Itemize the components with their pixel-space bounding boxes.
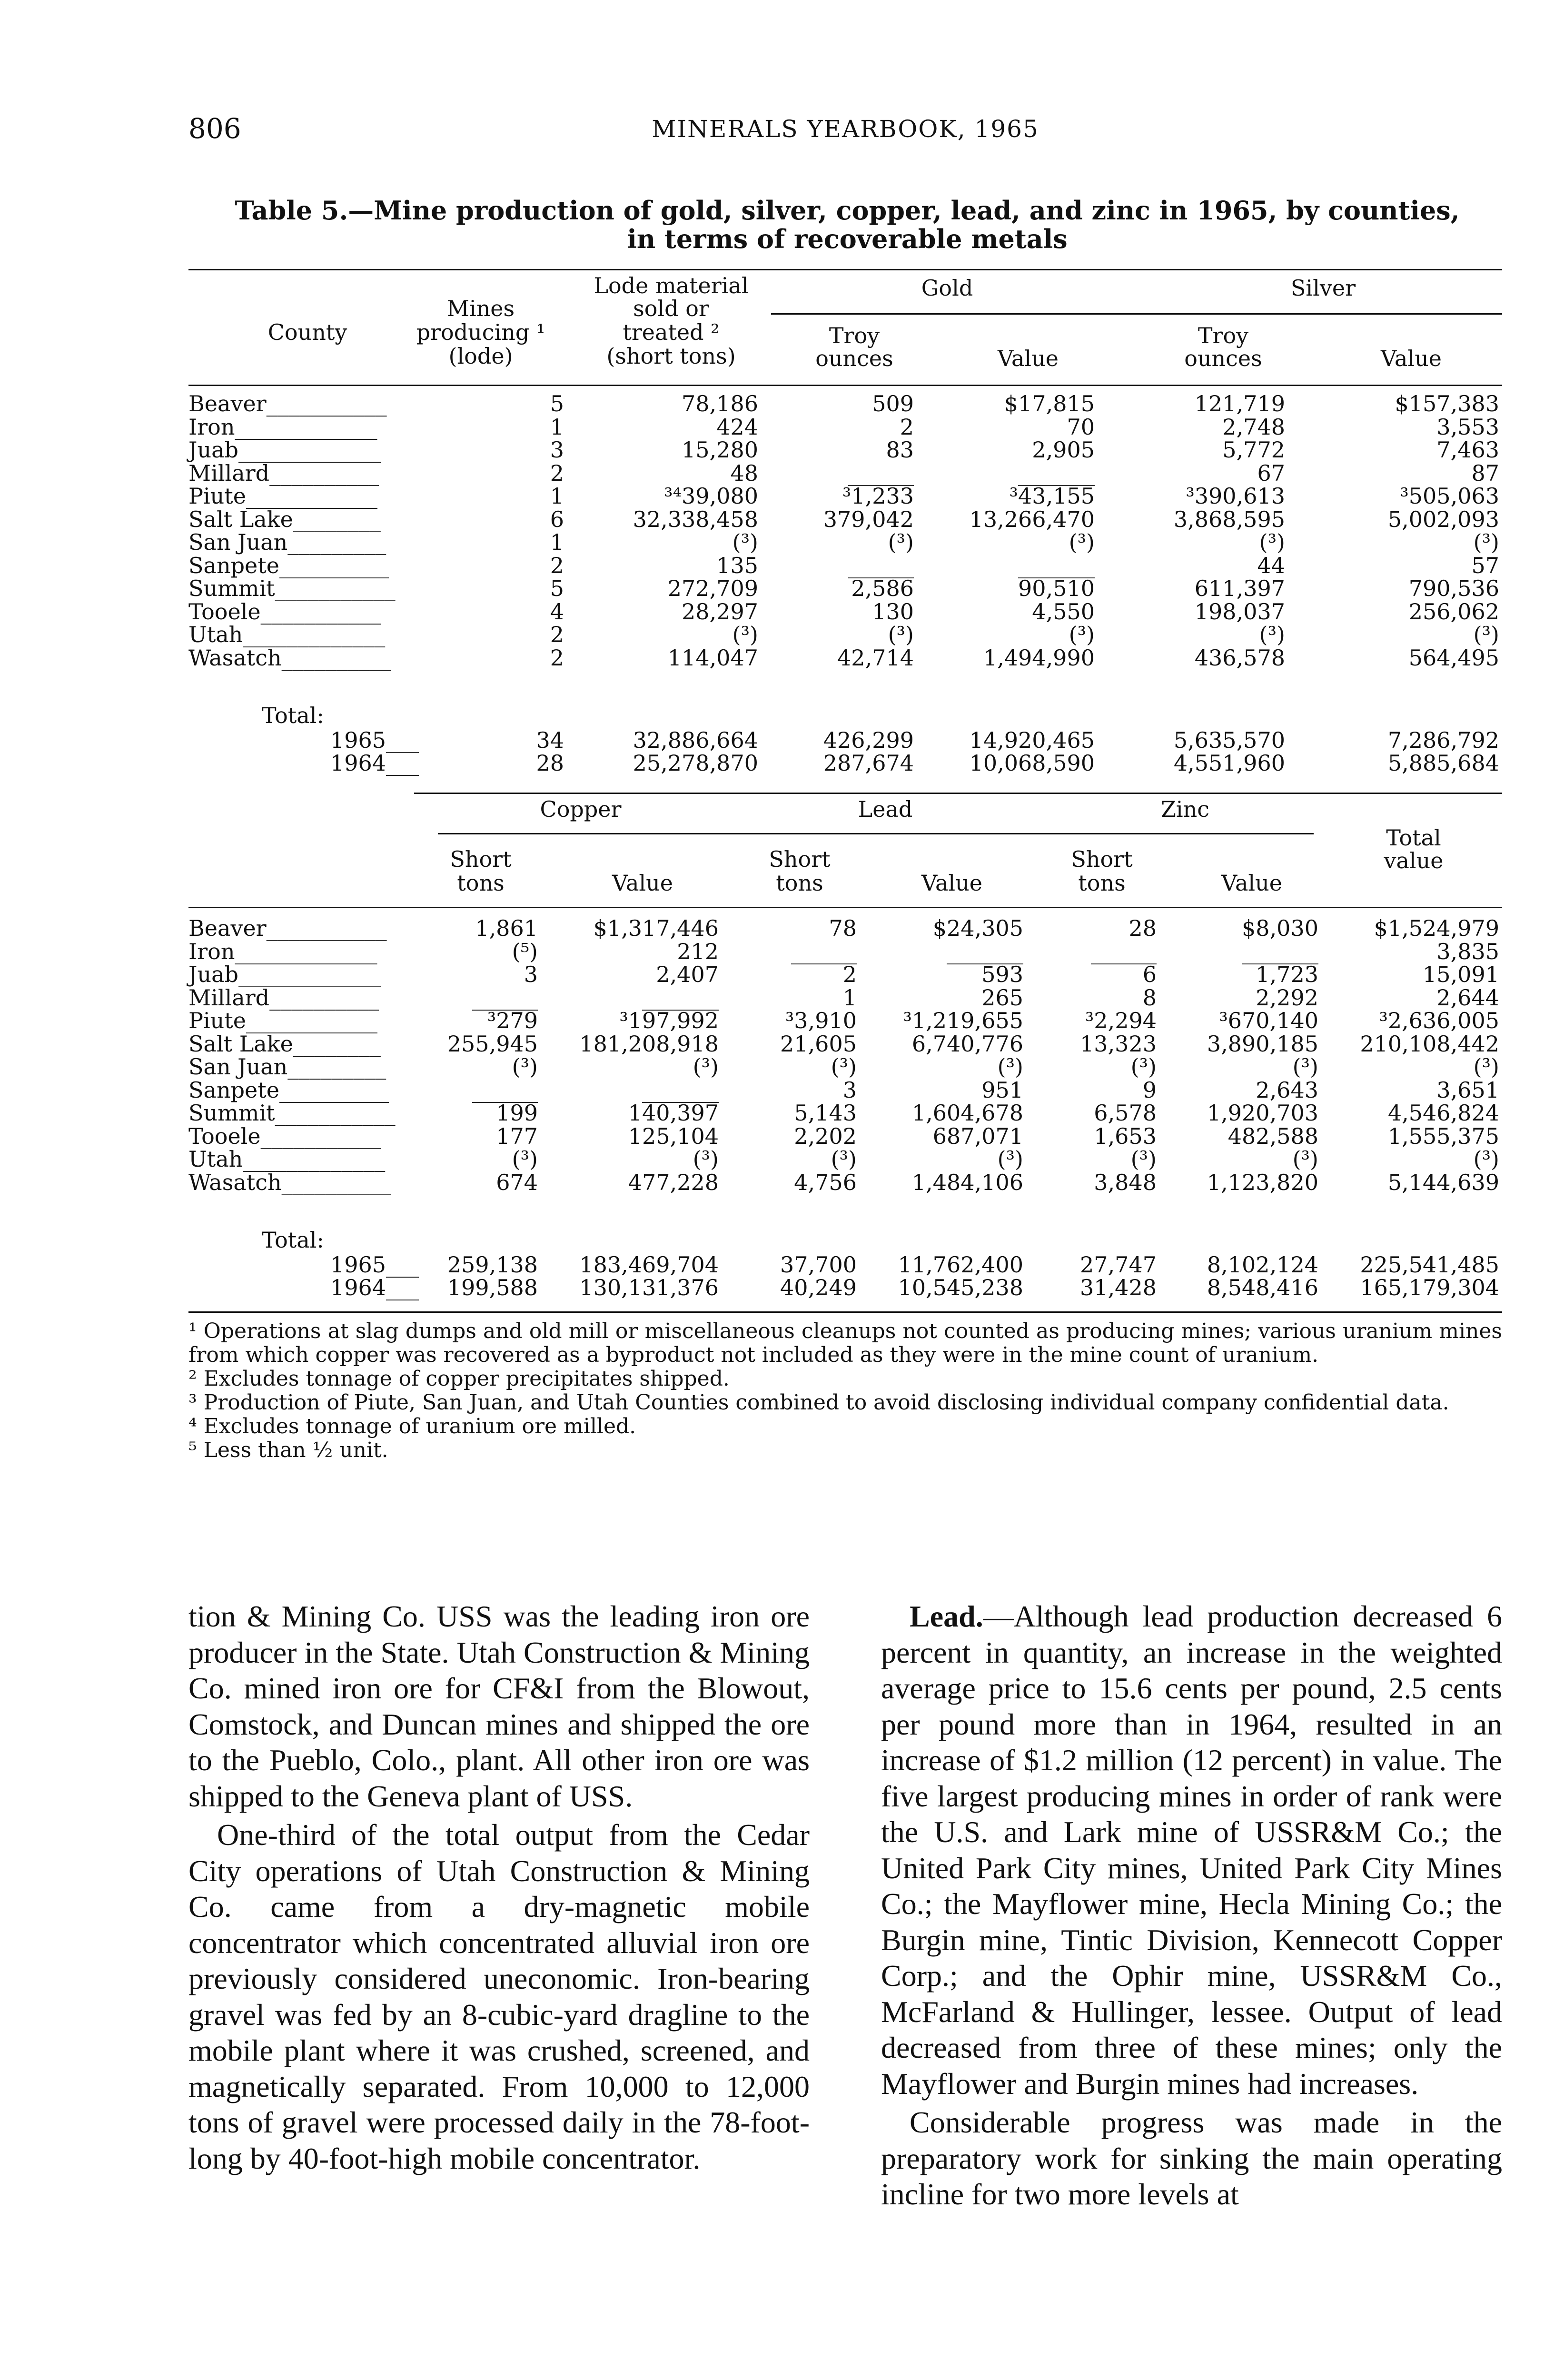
p1-row-3-gold-oz: ______: [848, 460, 914, 486]
p2-row-11-zn-v: 1,123,820: [1207, 1169, 1318, 1195]
p1-row-5-silver-oz: 3,868,595: [1173, 506, 1285, 532]
footnote-3: ³ Production of Piute, San Juan, and Utah Counties combined to avoid disclosing individual company confidential data.: [188, 1390, 1449, 1415]
header-copper: Copper: [540, 796, 622, 822]
header-zn-value: Value: [1221, 870, 1282, 896]
p2-total-1-zn-t: 31,428: [1080, 1275, 1157, 1300]
header-silver-oz-1: Troy: [1198, 323, 1249, 348]
header-mines-1: Mines: [446, 296, 515, 321]
table-bottom-rule: [188, 1311, 1502, 1313]
p1-row-1-silver-oz: 2,748: [1222, 414, 1285, 440]
p2-row-0-total: $1,524,979: [1374, 915, 1499, 941]
p1-row-5-mines: 6: [550, 506, 564, 532]
p1-total-1-gold-val: 10,068,590: [969, 750, 1095, 776]
p1-row-1-gold-oz: 2: [900, 414, 914, 440]
p1-row-3-gold-val: _______: [1018, 460, 1095, 486]
header-cu-tons-1: Short: [450, 846, 512, 872]
p1-row-9-silver-val: 256,062: [1408, 598, 1499, 625]
header-silver-oz-2: ounces: [1184, 346, 1262, 371]
p1-row-9-lode: 28,297: [682, 598, 758, 625]
p1-row-11-silver-oz: 436,578: [1194, 645, 1285, 671]
p1-row-4-county: Piute____________: [188, 483, 377, 509]
p2-row-5-county: Salt Lake________: [188, 1031, 381, 1057]
p1-total-1-year: 1964___: [330, 750, 419, 776]
p2-row-3-cu-t: ______: [472, 984, 538, 1011]
lead-section-heading: Lead.: [910, 1599, 983, 1633]
p2-row-8-zn-t: 6,578: [1094, 1100, 1157, 1126]
p1-row-5-lode: 32,338,458: [633, 506, 758, 532]
p2-row-7-cu-v: _______: [642, 1077, 719, 1103]
p1-row-7-lode: 135: [716, 552, 758, 578]
p1-row-8-gold-oz: 2,586: [851, 575, 914, 601]
p2-row-8-pb-v: 1,604,678: [911, 1100, 1023, 1126]
p2-total-0-zn-v: 8,102,124: [1207, 1252, 1318, 1278]
header-total-value-2: value: [1384, 848, 1444, 873]
header-zn-tons-1: Short: [1071, 846, 1133, 872]
p1-row-7-gold-val: _______: [1018, 552, 1095, 578]
p1-row-6-silver-oz: (³): [1259, 529, 1285, 555]
p1-row-9-county: Tooele___________: [188, 598, 381, 625]
table-title-line-2: in terms of recoverable metals: [627, 224, 1068, 254]
p1-total-0-silver-oz: 5,635,570: [1173, 727, 1285, 753]
p2-row-6-county: San Juan_________: [188, 1054, 386, 1080]
p2-row-5-pb-t: 21,605: [780, 1031, 857, 1057]
p2-total-0-pb-t: 37,700: [780, 1252, 857, 1278]
header-pb-value: Value: [921, 870, 982, 896]
p1-row-0-gold-oz: 509: [872, 391, 914, 416]
p1-row-6-mines: 1: [550, 529, 564, 555]
p1-row-10-silver-oz: (³): [1259, 622, 1285, 647]
p2-row-6-cu-v: (³): [693, 1054, 719, 1080]
header-gold-value: Value: [998, 346, 1059, 371]
p2-row-6-pb-t: (³): [831, 1054, 857, 1080]
header-pb-tons-2: tons: [776, 870, 823, 896]
p2-row-7-pb-v: 951: [981, 1077, 1023, 1103]
p2-row-1-pb-t: ______: [791, 938, 857, 964]
p2-row-2-pb-v: 593: [981, 962, 1023, 987]
header-lode-2: sold or: [633, 296, 709, 321]
p1-row-7-silver-val: 57: [1471, 552, 1499, 578]
p1-row-8-county: Summit___________: [188, 575, 396, 601]
p2-row-4-county: Piute____________: [188, 1008, 377, 1033]
p1-row-11-mines: 2: [550, 645, 564, 671]
p2-row-7-pb-t: 3: [842, 1077, 857, 1103]
right-paragraph-1: [881, 1598, 1502, 2102]
part2-group-rule: [438, 833, 1314, 834]
p1-row-0-silver-val: $157,383: [1395, 391, 1499, 416]
p2-row-3-county: Millard__________: [188, 984, 379, 1011]
p1-row-0-gold-val: $17,815: [1004, 391, 1095, 416]
page-number: 806: [188, 112, 241, 145]
p2-row-6-pb-v: (³): [997, 1054, 1023, 1080]
p1-row-10-gold-oz: (³): [888, 622, 914, 647]
p1-row-2-mines: 3: [550, 437, 564, 463]
p1-row-8-mines: 5: [550, 575, 564, 601]
body-right-column: [881, 1598, 1502, 2215]
p1-row-8-silver-val: 790,536: [1408, 575, 1499, 601]
p1-row-4-silver-oz: ³390,613: [1186, 483, 1285, 509]
p1-row-6-gold-val: (³): [1069, 529, 1095, 555]
p2-row-2-county: Juab_____________: [188, 962, 381, 987]
p2-total-0-cu-t: 259,138: [447, 1252, 538, 1278]
p1-total-0-mines: 34: [536, 727, 564, 753]
p2-total-1-pb-t: 40,249: [780, 1275, 857, 1300]
p1-row-9-silver-oz: 198,037: [1194, 598, 1285, 625]
p2-row-2-pb-t: 2: [842, 962, 857, 987]
p1-total-label: Total:: [262, 703, 324, 728]
p2-total-0-year: 1965___: [330, 1252, 419, 1278]
header-gold-oz-2: ounces: [815, 346, 893, 371]
p1-row-2-silver-oz: 5,772: [1222, 437, 1285, 463]
header-bottom-rule: [188, 385, 1502, 386]
p2-row-3-zn-t: 8: [1142, 984, 1157, 1011]
header-lead: Lead: [858, 796, 913, 822]
p2-row-10-county: Utah_____________: [188, 1146, 386, 1172]
p2-row-5-cu-t: 255,945: [447, 1031, 538, 1057]
p2-row-5-cu-v: 181,208,918: [579, 1031, 719, 1057]
p2-total-1-pb-v: 10,545,238: [898, 1275, 1023, 1300]
p2-row-6-total: (³): [1473, 1054, 1499, 1080]
p2-row-11-zn-t: 3,848: [1094, 1169, 1157, 1195]
p1-row-9-mines: 4: [550, 598, 564, 625]
p1-row-3-silver-oz: 67: [1257, 460, 1285, 486]
p2-row-7-county: Sanpete__________: [188, 1077, 389, 1103]
p2-row-11-pb-t: 4,756: [794, 1169, 857, 1195]
p1-row-6-county: San Juan_________: [188, 529, 386, 555]
p1-row-5-gold-val: 13,266,470: [969, 506, 1095, 532]
p1-row-8-lode: 272,709: [667, 575, 758, 601]
p1-row-2-county: Juab_____________: [188, 437, 381, 463]
page-header: [188, 112, 1502, 150]
header-gold: Gold: [921, 275, 973, 301]
p2-row-0-county: Beaver___________: [188, 915, 387, 941]
header-pb-tons-1: Short: [769, 846, 831, 872]
p1-row-11-gold-oz: 42,714: [837, 645, 914, 671]
p1-row-6-silver-val: (³): [1473, 529, 1499, 555]
p2-row-11-total: 5,144,639: [1387, 1169, 1499, 1195]
p2-row-7-cu-t: ______: [472, 1077, 538, 1103]
p1-total-1-lode: 25,278,870: [633, 750, 758, 776]
p2-row-4-pb-v: ³1,219,655: [903, 1008, 1023, 1033]
p1-row-2-silver-val: 7,463: [1436, 437, 1499, 463]
header-silver: Silver: [1290, 275, 1356, 301]
p2-row-9-cu-t: 177: [496, 1123, 538, 1149]
p2-total-1-cu-v: 130,131,376: [579, 1275, 719, 1300]
footnote-4: ⁴ Excludes tonnage of uranium ore milled.: [188, 1414, 636, 1438]
header-gold-oz-1: Troy: [829, 323, 880, 348]
p2-row-9-county: Tooele___________: [188, 1123, 381, 1149]
p2-row-4-pb-t: ³3,910: [785, 1008, 857, 1033]
p2-row-8-total: 4,546,824: [1387, 1100, 1499, 1126]
p2-row-2-total: 15,091: [1423, 962, 1499, 987]
p2-row-4-cu-t: ³279: [487, 1008, 538, 1033]
p2-row-8-cu-t: 199: [496, 1100, 538, 1126]
p1-total-0-lode: 32,886,664: [633, 727, 758, 753]
p2-row-0-cu-t: 1,861: [475, 915, 538, 941]
p2-row-0-pb-v: $24,305: [932, 915, 1023, 941]
header-cu-value: Value: [612, 870, 673, 896]
p2-row-9-pb-v: 687,071: [932, 1123, 1023, 1149]
p2-row-4-zn-v: ³670,140: [1219, 1008, 1318, 1033]
p2-row-10-zn-v: (³): [1292, 1146, 1318, 1172]
p2-row-10-zn-t: (³): [1130, 1146, 1157, 1172]
p2-row-11-cu-v: 477,228: [628, 1169, 719, 1195]
header-total-value-1: Total: [1386, 825, 1441, 851]
p2-row-10-total: (³): [1473, 1146, 1499, 1172]
p1-row-4-silver-val: ³505,063: [1400, 483, 1499, 509]
p1-row-1-silver-val: 3,553: [1436, 414, 1499, 440]
footnotes: [188, 1319, 1502, 1462]
footnote-1: ¹ Operations at slag dumps and old mill or miscellaneous cleanups not counted as producing mines; various uranium mines from which copper was recovered as a byproduct not included as they were in the mine count of uranium.: [188, 1319, 1502, 1367]
p2-row-1-zn-t: ______: [1091, 938, 1157, 964]
p1-total-1-mines: 28: [536, 750, 564, 776]
p1-row-2-gold-oz: 83: [886, 437, 914, 463]
p1-row-8-silver-oz: 611,397: [1194, 575, 1285, 601]
p2-row-11-pb-v: 1,484,106: [911, 1169, 1023, 1195]
header-mines-3: (lode): [448, 343, 513, 369]
p2-row-0-zn-v: $8,030: [1242, 915, 1318, 941]
footnote-5: ⁵ Less than ½ unit.: [188, 1438, 388, 1462]
p2-row-7-total: 3,651: [1436, 1077, 1499, 1103]
header-zn-tons-2: tons: [1078, 870, 1126, 896]
part2-top-rule: [414, 793, 1502, 794]
p2-row-10-cu-t: (³): [512, 1146, 538, 1172]
p1-row-3-mines: 2: [550, 460, 564, 486]
p1-row-0-silver-oz: 121,719: [1194, 391, 1285, 416]
p2-total-1-cu-t: 199,588: [447, 1275, 538, 1300]
p1-row-4-gold-oz: ³1,233: [842, 483, 914, 509]
p1-row-4-mines: 1: [550, 483, 564, 509]
p1-row-8-gold-val: 90,510: [1018, 575, 1095, 601]
p2-total-1-year: 1964___: [330, 1275, 419, 1300]
right-paragraph-2: Considerable progress was made in the preparatory work for sinking the main operating incline for two more levels at: [881, 2105, 1502, 2211]
p2-row-3-pb-v: 265: [981, 984, 1023, 1011]
p2-row-9-total: 1,555,375: [1387, 1123, 1499, 1149]
p1-row-10-lode: (³): [732, 622, 758, 647]
p2-row-2-zn-t: 6: [1142, 962, 1157, 987]
p2-row-3-zn-v: 2,292: [1256, 984, 1318, 1011]
p2-row-1-total: 3,835: [1436, 938, 1499, 964]
p2-total-0-zn-t: 27,747: [1080, 1252, 1157, 1278]
p1-row-9-gold-val: 4,550: [1032, 598, 1095, 625]
header-zinc: Zinc: [1160, 796, 1210, 822]
p1-row-1-mines: 1: [550, 414, 564, 440]
lead-section-text: —Although lead production decreased 6 percent in quantity, an increase in the weighted average price to 15.6 cents per pound, 2.5 cents per pound more than in 1964, resulted in an increase of $1.2 million (12 percent) in value. The five largest producing mines in order of rank were the U.S. and Lark mine of USSR&M Co.; the United Park City mines, United Park City Mines Co.; the Mayflower mine, Hecla Mining Co.; the Burgin mine, Tintic Division, Kennecott Copper Corp.; and the Ophir mine, USSR&M Co., McFarland & Hullinger, lessee. Output of lead decreased from three of these mines; only the Mayflower and Burgin mines had increases.: [881, 1599, 1502, 2101]
p2-row-0-pb-t: 78: [829, 915, 857, 941]
p2-row-3-pb-t: 1: [842, 984, 857, 1011]
p2-row-4-cu-v: ³197,992: [619, 1008, 719, 1033]
p2-row-3-total: 2,644: [1436, 984, 1499, 1011]
p1-row-7-gold-oz: ______: [848, 552, 914, 578]
p2-row-6-zn-t: (³): [1130, 1054, 1157, 1080]
p2-row-8-zn-v: 1,920,703: [1207, 1100, 1318, 1126]
p2-row-7-zn-t: 9: [1142, 1077, 1157, 1103]
p2-row-4-zn-t: ³2,294: [1085, 1008, 1157, 1033]
p1-row-1-lode: 424: [716, 414, 758, 440]
p2-total-0-pb-v: 11,762,400: [898, 1252, 1023, 1278]
running-head: MINERALS YEARBOOK, 1965: [652, 115, 1039, 143]
p1-row-1-gold-val: 70: [1067, 414, 1095, 440]
p1-row-1-county: Iron_____________: [188, 414, 377, 440]
p1-row-10-county: Utah_____________: [188, 622, 386, 647]
p1-row-2-gold-val: 2,905: [1032, 437, 1095, 463]
p2-row-11-county: Wasatch__________: [188, 1169, 391, 1195]
p1-row-5-county: Salt Lake________: [188, 506, 381, 532]
p1-row-0-county: Beaver___________: [188, 391, 387, 416]
body-left-column: [188, 1598, 810, 2179]
p1-row-7-mines: 2: [550, 552, 564, 578]
p2-row-1-zn-v: _______: [1242, 938, 1318, 964]
p2-row-6-zn-v: (³): [1292, 1054, 1318, 1080]
p2-total-1-zn-v: 8,548,416: [1207, 1275, 1318, 1300]
p1-row-3-lode: 48: [730, 460, 758, 486]
p1-total-0-silver-val: 7,286,792: [1387, 727, 1499, 753]
p1-row-6-gold-oz: (³): [888, 529, 914, 555]
p2-row-10-cu-v: (³): [693, 1146, 719, 1172]
footnote-2: ² Excludes tonnage of copper precipitates shipped.: [188, 1367, 730, 1391]
p1-row-0-lode: 78,186: [682, 391, 758, 416]
p1-row-10-mines: 2: [550, 622, 564, 647]
header-group-rule: [771, 313, 1502, 315]
p1-total-1-silver-val: 5,885,684: [1387, 750, 1499, 776]
p2-row-6-cu-t: (³): [512, 1054, 538, 1080]
p1-row-11-silver-val: 564,495: [1408, 645, 1499, 671]
p1-row-10-gold-val: (³): [1069, 622, 1095, 647]
p2-row-5-total: 210,108,442: [1360, 1031, 1499, 1057]
p1-total-0-gold-val: 14,920,465: [969, 727, 1095, 753]
header-silver-value: Value: [1381, 346, 1442, 371]
p1-row-4-gold-val: ³43,155: [1009, 483, 1095, 509]
p2-total-0-cu-v: 183,469,704: [579, 1252, 719, 1278]
p1-row-9-gold-oz: 130: [872, 598, 914, 625]
p2-row-5-pb-v: 6,740,776: [911, 1031, 1023, 1057]
p1-row-0-mines: 5: [550, 391, 564, 416]
p2-total-label: Total:: [262, 1227, 324, 1253]
p2-row-0-zn-t: 28: [1128, 915, 1157, 941]
p2-row-11-cu-t: 674: [496, 1169, 538, 1195]
p1-row-5-silver-val: 5,002,093: [1387, 506, 1499, 532]
p1-row-11-gold-val: 1,494,990: [983, 645, 1095, 671]
p2-row-10-pb-t: (³): [831, 1146, 857, 1172]
p1-row-11-county: Wasatch__________: [188, 645, 391, 671]
header-lode-1: Lode material: [594, 273, 749, 298]
p2-row-1-pb-v: _______: [947, 938, 1023, 964]
p1-row-2-lode: 15,280: [682, 437, 758, 463]
p1-row-11-lode: 114,047: [667, 645, 758, 671]
p2-row-5-zn-t: 13,323: [1080, 1031, 1157, 1057]
p2-row-9-zn-t: 1,653: [1094, 1123, 1157, 1149]
p2-row-8-pb-t: 5,143: [794, 1100, 857, 1126]
p1-row-7-silver-oz: 44: [1257, 552, 1285, 578]
p2-row-7-zn-v: 2,643: [1256, 1077, 1318, 1103]
part2-header-bottom-rule: [188, 907, 1502, 908]
p2-row-8-cu-v: 140,397: [628, 1100, 719, 1126]
p1-row-10-silver-val: (³): [1473, 622, 1499, 647]
p2-row-5-zn-v: 3,890,185: [1207, 1031, 1318, 1057]
header-county: County: [267, 319, 347, 345]
header-mines-2: producing ¹: [416, 319, 545, 345]
p2-row-1-cu-v: 212: [677, 938, 719, 964]
header-lode-3: treated ²: [623, 319, 720, 345]
p1-row-5-gold-oz: 379,042: [823, 506, 914, 532]
p2-row-1-cu-t: (⁵): [512, 938, 538, 964]
left-paragraph-1: tion & Mining Co. USS was the leading iron ore producer in the State. Utah Construction & Mining Co. mined iron ore for CF&I from the Blowout, Comstock, and Duncan mines and shipped the ore to the Pueblo, Colo., plant. All other iron ore was shipped to the Geneva plant of USS.: [188, 1599, 810, 1813]
table-title-line-1: Table 5.—Mine production of gold, silver, copper, lead, and zinc in 1965, by counties,: [235, 195, 1460, 226]
p2-row-2-zn-v: 1,723: [1256, 962, 1318, 987]
p1-total-0-year: 1965___: [330, 727, 419, 753]
p1-row-3-county: Millard__________: [188, 460, 379, 486]
header-lode-4: (short tons): [606, 343, 736, 369]
p1-row-7-county: Sanpete__________: [188, 552, 389, 578]
header-cu-tons-2: tons: [457, 870, 505, 896]
p2-total-1-total: 165,179,304: [1360, 1275, 1499, 1300]
p1-total-1-silver-oz: 4,551,960: [1173, 750, 1285, 776]
p2-row-10-pb-v: (³): [997, 1146, 1023, 1172]
p2-row-4-total: ³2,636,005: [1379, 1008, 1499, 1033]
p2-total-0-total: 225,541,485: [1360, 1252, 1499, 1278]
table-top-rule: [188, 269, 1502, 270]
left-paragraph-2: One-third of the total output from the Cedar City operations of Utah Construction & Mining Co. came from a dry-magnetic mobile concentrator which concentrated alluvial iron ore previously considered uneconomic. Iron-bearing gravel was fed by an 8-cubic-yard dragline to the mobile plant where it was crushed, screened, and magnetically separated. From 10,000 to 12,000 tons of gravel were processed daily in the 78-foot-long by 40-foot-high mobile concentrator.: [188, 1818, 810, 2175]
p2-row-2-cu-v: 2,407: [656, 962, 719, 987]
p2-row-9-cu-v: 125,104: [628, 1123, 719, 1149]
p2-row-9-pb-t: 2,202: [794, 1123, 857, 1149]
p2-row-2-cu-t: 3: [524, 962, 538, 987]
p2-row-3-cu-v: _______: [642, 984, 719, 1011]
p2-row-0-cu-v: $1,317,446: [593, 915, 719, 941]
table-title: [200, 196, 1495, 253]
p2-row-1-county: Iron_____________: [188, 938, 377, 964]
p2-row-8-county: Summit___________: [188, 1100, 396, 1126]
p1-row-4-lode: ³⁴39,080: [664, 483, 758, 509]
p2-row-9-zn-v: 482,588: [1227, 1123, 1318, 1149]
p1-row-6-lode: (³): [732, 529, 758, 555]
p1-total-1-gold-oz: 287,674: [823, 750, 914, 776]
p1-total-0-gold-oz: 426,299: [823, 727, 914, 753]
p1-row-3-silver-val: 87: [1471, 460, 1499, 486]
